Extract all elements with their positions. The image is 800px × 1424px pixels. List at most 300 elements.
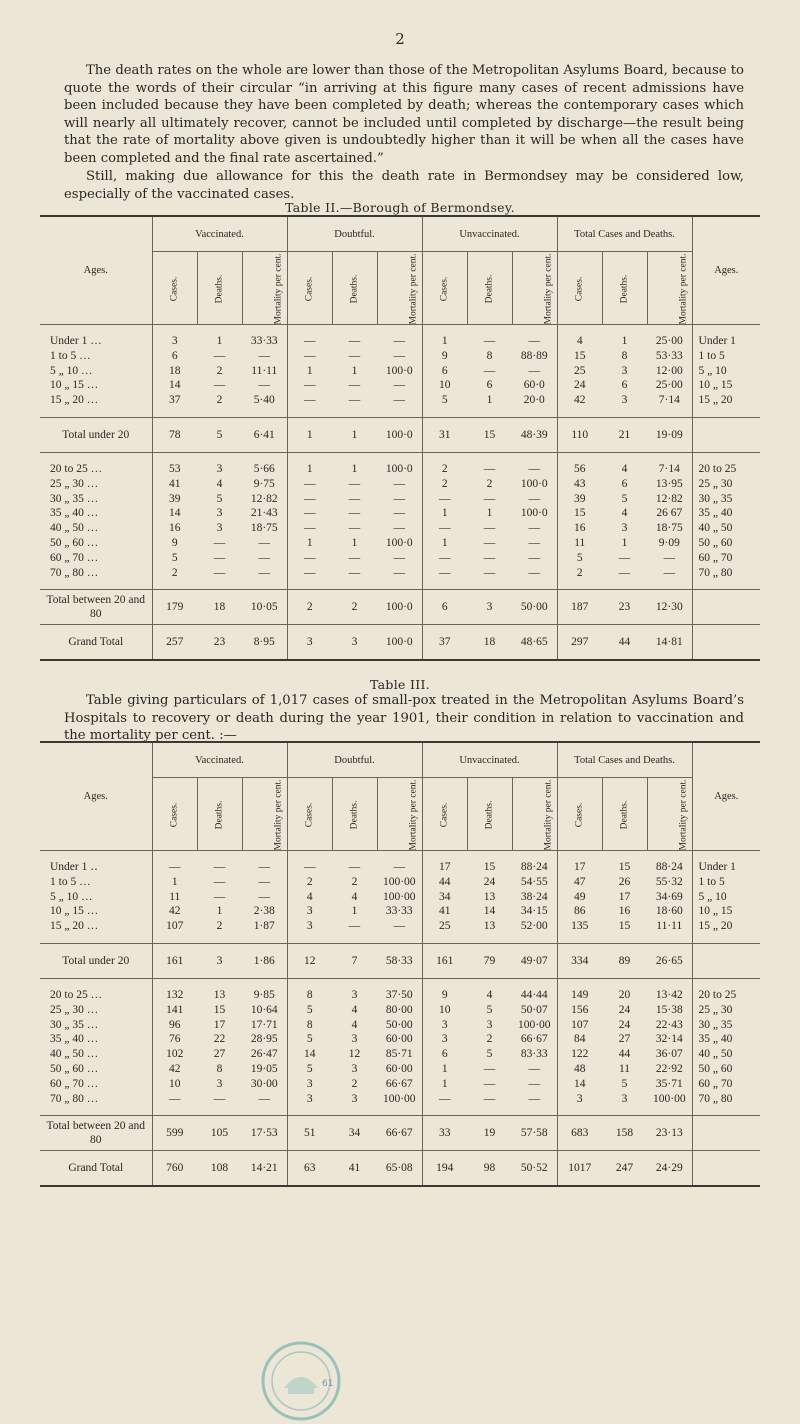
age-label-right [692,943,760,978]
table-cell: — [258,349,270,362]
age-label-right: 15 „ 20 [692,919,760,934]
table-cell: 13 [213,988,226,1001]
table-cell: 50·07 [520,1003,548,1016]
column-header [557,252,602,325]
age-label: 35 „ 40 … [40,1032,152,1047]
total-row [40,1151,760,1187]
table-cell: 3 [351,1033,358,1046]
table-cell: — [287,492,332,507]
table-cell: — [528,536,541,549]
table-cell: — [422,566,467,581]
column-header [287,252,332,325]
total-row [40,625,760,661]
table-cell: 50·00 [385,1018,413,1031]
table-cell: 15·38 [655,1003,683,1016]
table-cell: 3 [422,1018,467,1033]
table-cell: 108 [197,1151,242,1187]
table-cell: — [213,536,226,549]
age-label-right: 10 „ 15 [692,378,760,393]
table-cell: 1017 [557,1151,602,1187]
table-cell: 5·40 [253,394,275,407]
table-cell: — [483,335,496,347]
table-cell: 18 [467,625,512,661]
table-cell: 44·44 [520,988,548,1001]
table-cell: — [213,551,226,564]
table-row [40,536,760,551]
table-row [40,393,760,408]
table-cell: — [287,860,332,875]
age-label: Grand Total [40,625,152,661]
age-label-right: 5 „ 10 [692,364,760,379]
table-row [40,890,760,905]
table-row [40,349,760,364]
table-cell: 17·53 [242,1116,287,1151]
table-cell: 85·71 [385,1048,413,1061]
column-header [422,252,467,325]
table-cell: 4 [216,477,223,490]
column-header-label: Mortality per cent. [678,779,688,851]
table-cell: — [287,506,332,521]
table-cell: — [258,551,270,564]
table-row [40,875,760,890]
table-3-title: Table III. [370,677,430,692]
age-label-right [692,1116,760,1151]
table-cell: 5 [152,551,197,566]
table-cell: 8 [486,349,493,362]
table-cell: 25 [557,364,602,379]
table-cell: 7·14 [658,462,680,475]
table-2-bermondsey [40,215,760,661]
table-cell: 2 [486,1033,493,1046]
table-cell: 78 [152,417,197,452]
age-label-right: 25 „ 30 [692,1003,760,1018]
column-header [197,252,242,325]
table-cell: 2·38 [253,905,275,918]
table-cell: 599 [152,1116,197,1151]
table-cell: 26·65 [647,943,692,978]
table-cell: 37·50 [385,988,413,1001]
table-cell: — [348,861,361,873]
age-label: 15 „ 20 … [40,919,152,934]
table-cell: 84 [557,1032,602,1047]
table-cell: — [483,566,496,579]
table-cell: 50·00 [512,590,557,625]
table-cell: — [348,522,361,535]
age-label: 1 to 5 … [40,875,152,890]
table-cell: 15 [557,506,602,521]
table-cell: 3 [287,625,332,661]
total-row [40,1116,760,1151]
table-cell: 5 [287,1062,332,1077]
table-cell: 26·47 [250,1048,278,1061]
table-cell: 1 [422,1077,467,1092]
table-cell: 15 [213,1003,226,1016]
table-cell: 5 [621,1077,628,1090]
table-cell: 34 [422,890,467,905]
table-cell: 28·95 [250,1033,278,1046]
table-cell: 44 [602,625,647,661]
table-cell: — [528,364,541,377]
column-header [647,252,692,325]
table-cell: 100·0 [520,477,548,490]
table-cell: 21 [602,417,647,452]
table-cell: — [528,462,541,475]
table-cell: 9·85 [253,988,275,1001]
table-row [40,521,760,536]
age-label-right: 10 „ 15 [692,904,760,919]
table-cell: 5 [557,551,602,566]
ages-header-right: Ages. [692,216,760,325]
age-label: 40 „ 50 … [40,1047,152,1062]
table-cell: 10 [422,378,467,393]
age-label: Total between 20 and 80 [40,1116,152,1151]
table-row [40,566,760,581]
table-cell: 105 [197,1116,242,1151]
table-cell: — [287,334,332,349]
table-cell: 19 [467,1116,512,1151]
table-cell: 34·69 [655,890,683,903]
table-cell: 24 [483,875,496,888]
table-cell: 44 [422,875,467,890]
age-label-right: 15 „ 20 [692,393,760,408]
table-cell: 6 [152,349,197,364]
table-cell: 4 [621,462,628,475]
table-cell: 8·95 [242,625,287,661]
total-row [40,590,760,625]
column-header-label: Mortality per cent. [272,779,283,851]
table-row [40,1047,760,1062]
table-cell: 21·43 [250,507,278,520]
table-cell: 51 [287,1116,332,1151]
table-cell: — [618,566,631,579]
age-label: 50 „ 60 … [40,1062,152,1077]
table-cell: — [483,536,496,549]
table-cell: 89 [602,943,647,978]
column-header-label: Cases. [169,276,180,302]
column-header-label: Deaths. [619,274,630,304]
table-cell: 8 [287,988,332,1003]
group-header: Vaccinated. [152,216,287,252]
table-cell: 48 [557,1062,602,1077]
table-cell: 6 [422,364,467,379]
table-cell: 110 [557,417,602,452]
age-label-right: 35 „ 40 [692,506,760,521]
age-label: 60 „ 70 … [40,1077,152,1092]
table-cell: 41 [152,477,197,492]
table-cell: 2 [216,920,223,933]
table-cell: 15 [557,349,602,364]
age-label: 20 to 25 … [40,462,152,477]
table-cell: 158 [602,1116,647,1151]
table-cell: 2 [332,590,377,625]
age-label-right [692,625,760,661]
table-cell: 141 [152,1003,197,1018]
table-cell: 35·71 [655,1077,683,1090]
table-cell: 52·00 [520,920,548,933]
table-cell: 3 [351,1092,358,1105]
column-header-label: Deaths. [484,800,495,830]
table-cell: 100·0 [377,590,422,625]
table-cell: 100·0 [377,417,422,452]
column-header-label: Cases. [439,802,450,828]
table-cell: 63 [287,1151,332,1187]
table-row [40,1003,760,1018]
table-cell: 23·13 [647,1116,692,1151]
table-cell: — [528,1062,541,1075]
table-cell: 39 [152,492,197,507]
table-cell: 44 [618,1048,631,1061]
page-number: 2 [395,30,405,48]
table-cell: 1 [351,462,358,475]
table-cell: 100·0 [385,536,413,549]
table-cell: — [258,861,270,873]
table-cell: 43 [557,477,602,492]
age-label: 35 „ 40 … [40,506,152,521]
library-stamp-icon [258,1338,344,1424]
table-row [40,1077,760,1092]
table-cell: 13 [483,890,496,903]
ages-header: Ages. [40,216,152,325]
paragraph-allowance: Still, making due allowance for this the death rate in Bermondsey may be considered low, especially of the vaccinated cases. [64,169,744,202]
table-cell: 13·95 [655,477,683,490]
table-cell: 14 [287,1047,332,1062]
table-cell: 23 [197,625,242,661]
table-cell: 2 [351,875,358,888]
age-label-right: 70 „ 80 [692,566,760,581]
age-label-right: 20 to 25 [692,988,760,1003]
column-header [512,252,557,325]
table-cell: 20·0 [523,394,545,407]
table-row [40,860,760,875]
table-cell: — [213,890,226,903]
column-header-label: Cases. [304,276,315,302]
table-cell: — [483,1062,496,1075]
table-cell: 10 [152,1077,197,1092]
table-row [40,492,760,507]
age-label: 20 to 25 … [40,988,152,1003]
table-cell: — [258,566,270,579]
table-cell: 2 [216,364,223,377]
table-cell: 38·24 [520,890,548,903]
column-header [602,778,647,851]
column-header [197,778,242,851]
table-cell: — [528,492,541,505]
table-row [40,1062,760,1077]
table-cell: 34·15 [520,905,548,918]
table-cell: 65·08 [377,1151,422,1187]
table-cell: — [258,875,270,888]
table-cell: 31 [422,417,467,452]
table-cell: 1·86 [242,943,287,978]
table-cell: — [287,566,332,581]
age-label-right: 1 to 5 [692,349,760,364]
table-cell: — [348,379,361,392]
table-cell: 11 [152,890,197,905]
age-label-right: 25 „ 30 [692,477,760,492]
table-cell: 15 [467,417,512,452]
table-cell: 17 [557,860,602,875]
table-cell: 12 [287,943,332,978]
table-cell: 100·0 [520,507,548,520]
table-cell: 32·14 [655,1033,683,1046]
table-cell: — [287,521,332,536]
table-cell: 7·14 [658,394,680,407]
table-cell: 100·0 [377,625,422,661]
table-cell: 56 [557,462,602,477]
table-cell: 22·43 [655,1018,683,1031]
table-cell: 50·52 [512,1151,557,1187]
table-cell: 12·82 [655,492,683,505]
table-cell: 107 [152,919,197,934]
ages-header: Ages. [40,742,152,851]
table-cell: 47 [557,875,602,890]
table-cell: 16 [557,521,602,536]
table-cell: 683 [557,1116,602,1151]
age-label-right [692,1151,760,1187]
column-header-label: Mortality per cent. [678,253,688,325]
table-cell: 80·00 [385,1003,413,1016]
table-cell: 5 [197,417,242,452]
table-cell: 1 [621,335,628,347]
table-cell: 42 [557,393,602,408]
table-cell: 4 [351,1018,358,1031]
table-cell: 49·07 [512,943,557,978]
table-cell: — [393,394,405,407]
table-cell: 1 [287,364,332,379]
table-cell: 4 [351,1003,358,1016]
age-label: 1 to 5 … [40,349,152,364]
table-cell: 14 [152,506,197,521]
age-label-right [692,590,760,625]
table-cell: 25 [422,919,467,934]
table-cell: 5 [486,1003,493,1016]
table-cell: 11·11 [251,364,278,377]
table-cell: 122 [557,1047,602,1062]
table-cell: 18 [152,364,197,379]
table-cell: 25·00 [655,335,683,347]
table-cell: 4 [621,507,628,520]
table-cell: — [213,1092,226,1105]
table-cell: 53 [152,462,197,477]
table-cell: — [393,492,405,505]
table-cell: 76 [152,1032,197,1047]
column-header-label: Deaths. [214,274,225,304]
table-cell: — [483,1077,496,1090]
table-row [40,1092,760,1107]
table-cell: 11 [557,536,602,551]
table-cell: 179 [152,590,197,625]
table-cell: 6·41 [242,417,287,452]
table-cell: 14·21 [242,1151,287,1187]
table-cell: 3 [557,1092,602,1107]
column-header-label: Cases. [574,802,585,828]
table-cell: 132 [152,988,197,1003]
age-label-right: 40 „ 50 [692,521,760,536]
table-row [40,919,760,934]
column-header [242,778,287,851]
table-cell: — [528,1092,541,1105]
column-header-label: Mortality per cent. [543,253,553,325]
table-cell: — [213,379,226,392]
column-header [332,778,377,851]
column-header [602,252,647,325]
table-cell: 39 [557,492,602,507]
column-header [467,252,512,325]
table-cell: 3 [216,1077,223,1090]
table-cell: 2 [422,462,467,477]
table-cell: — [287,477,332,492]
table-cell: 3 [287,919,332,934]
table-cell: 100·00 [517,1018,551,1031]
table-cell: 55·32 [655,875,683,888]
table-cell: 48·39 [512,417,557,452]
table-cell: 18 [197,590,242,625]
table-cell: 41 [332,1151,377,1187]
table-cell: 2 [351,1077,358,1090]
table-cell: 334 [557,943,602,978]
table-cell: — [348,349,361,362]
table-cell: 54·55 [520,875,548,888]
table-cell: 1 [621,536,628,549]
age-label: 15 „ 20 … [40,393,152,408]
column-header [647,778,692,851]
table-cell: 3 [216,507,223,520]
ages-header-right: Ages. [692,742,760,851]
table-cell: — [483,462,496,475]
table-cell: 5·66 [253,462,275,475]
age-label: 5 „ 10 … [40,890,152,905]
table-cell: 79 [467,943,512,978]
table-cell: 24·29 [647,1151,692,1187]
table-cell: 12 [348,1048,361,1061]
table-cell: — [483,364,496,377]
table-cell: 161 [152,943,197,978]
group-header: Unvaccinated. [422,216,557,252]
table-cell: 26 [618,875,631,888]
table-cell: 102 [152,1047,197,1062]
table-cell: 4 [287,890,332,905]
table-cell: 1 [216,335,223,347]
table-cell: 100·00 [652,1092,686,1105]
table-cell: 24 [557,378,602,393]
table-cell: — [483,522,496,535]
age-label: Total under 20 [40,417,152,452]
table-cell: — [483,492,496,505]
table-cell: — [287,393,332,408]
table-cell: — [663,566,676,579]
column-header-label: Deaths. [619,800,630,830]
group-header: Vaccinated. [152,742,287,778]
table-cell: — [152,1092,197,1107]
table-cell: 17 [213,1018,226,1031]
table-row [40,988,760,1003]
table-cell: 1 [216,905,223,918]
table-3-caption: Table giving particulars of 1,017 cases of small-pox treated in the Metropolitan Asylums Board’s Hospitals to recovery or death during the year 1901, their condition in relation to vaccination and the mortality per cent. :— [64,693,744,744]
table-cell: 24 [618,1003,631,1016]
table-cell: 5 [486,1048,493,1061]
table-cell: 100·00 [382,1092,416,1105]
table-cell: 10·64 [250,1003,278,1016]
table-cell: 2 [152,566,197,581]
table-cell: 17 [618,890,631,903]
table-cell: 26 67 [656,507,683,520]
table-cell: — [348,335,361,347]
group-header: Total Cases and Deaths. [557,742,692,778]
table-row [40,364,760,379]
table-cell: 14·81 [647,625,692,661]
table-cell: — [393,507,405,520]
table-cell: 42 [152,904,197,919]
